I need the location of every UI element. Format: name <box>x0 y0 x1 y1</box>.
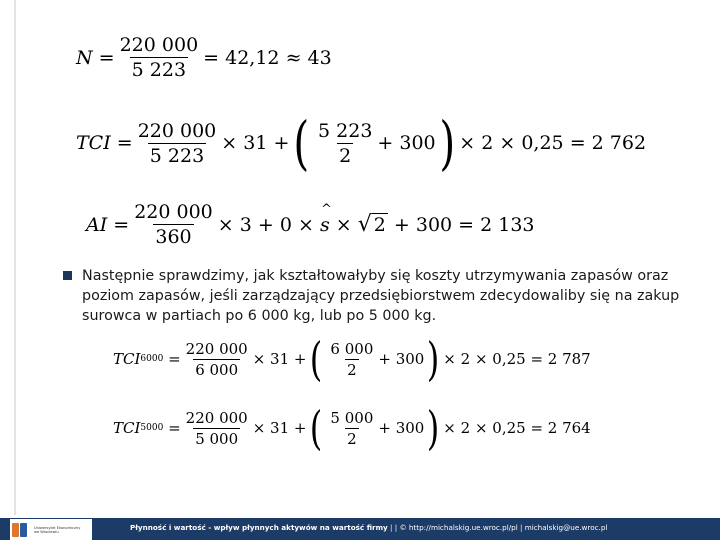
eq-tci-tail: × 2 × 0,25 = 2 762 <box>459 132 647 154</box>
eq-ai-times: × <box>335 213 352 236</box>
eq-tci5000-fraction <box>184 409 250 448</box>
eq-tci-inner-num: 5 223 <box>318 119 373 142</box>
eq-tci5000-inner-fraction <box>328 409 375 448</box>
eq-tci-inner-fraction <box>316 120 374 167</box>
eq-ai-num: 220 000 <box>134 201 213 223</box>
eq-ai-den: 360 <box>155 226 192 248</box>
eq-tci-fraction <box>136 120 219 167</box>
footer-title: Płynność i wartość - wpływ płynnych aktywów na wartość firmy <box>130 523 388 532</box>
eq-tci6000-inner-den: 2 <box>347 360 357 379</box>
eq-tci-num: 220 000 <box>137 119 217 142</box>
eq-tci6000-mult: × 31 + <box>252 350 307 368</box>
left-rule <box>14 0 16 515</box>
eq-tci-inner-den: 2 <box>339 144 352 167</box>
eq-ai-lhs: AI <box>86 213 108 236</box>
eq-tci6000-sub: 6000 <box>140 354 164 364</box>
eq-tci5000-inner-plus: + 300 <box>378 419 425 437</box>
eq-tci6000-inner-num: 6 000 <box>330 339 374 358</box>
eq-tci5000-inner-num: 5 000 <box>330 408 374 427</box>
eq-ai-tail: + 300 = 2 133 <box>393 213 535 236</box>
eq-ai-s-hat: ^ s <box>320 214 330 236</box>
eq-tci6000-fraction <box>184 340 250 379</box>
university-logo <box>10 519 92 540</box>
bullet-paragraph <box>63 266 703 326</box>
eq-ai-fraction <box>132 201 215 248</box>
eq-tci6000-inner-fraction <box>328 340 375 379</box>
eq-ai-root: 2 <box>373 214 386 236</box>
eq-tci5000-inner-den: 2 <box>347 429 357 448</box>
eq-tci6000-inner-plus: + 300 <box>378 350 425 368</box>
eq-n-fraction <box>118 34 201 81</box>
eq-tci-paren: ( $\frac{5 223}{2}$ + 300 ) <box>293 109 455 177</box>
eq-tci-mult: × 31 + <box>221 132 290 154</box>
eq-tci6000-lhs: TCI <box>113 350 141 368</box>
bullet-text: Następnie sprawdzimy, jak kształtowałyby się koszty utrzymywania zapasów oraz poziom zapasów, jeśli zarządzający przedsiębiorstwem zdecydowaliby się na zakup surowca w partiach po 6 000 kg, lub po 5 000 kg. <box>82 268 680 324</box>
eq-n-num: 220 000 <box>119 34 199 56</box>
eq-n-lhs: N <box>76 46 93 69</box>
eq-tci-inner-plus: + 300 <box>377 132 436 154</box>
bullet-square-icon <box>63 271 72 280</box>
eq-tci6000-paren: ( $\frac{6 000}{2}$ + 300 ) <box>310 332 440 386</box>
eq-tci5000-den: 5 000 <box>195 429 239 448</box>
equation-tci: TCI = $\frac{220 000}{5 223}$ × 31 + ( $\frac{5 223}{2}$ + 300 ) × 2 × 0,25 = 2 762 <box>76 109 647 177</box>
eq-tci-lhs: TCI <box>76 132 111 154</box>
eq-ai-mult: × 3 + 0 × <box>217 213 314 236</box>
eq-tci-den: 5 223 <box>149 144 205 167</box>
eq-tci5000-lhs: TCI <box>113 419 141 437</box>
equation-ai: AI = $\frac{220 000}{360}$ × 3 + 0 × ^ s × √ 2 + 300 = 2 133 <box>86 201 535 248</box>
eq-ai-sqrt: √ 2 <box>357 212 386 237</box>
eq-tci5000-tail: × 2 × 0,25 = 2 764 <box>443 419 591 437</box>
eq-tci5000-paren: ( $\frac{5 000}{2}$ + 300 ) <box>310 401 440 455</box>
university-logo-icon <box>12 521 30 539</box>
eq-tci6000-num: 220 000 <box>185 339 248 358</box>
equation-n: N = $\frac{220 000}{5 223}$ = 42,12 ≈ 43 <box>76 34 332 81</box>
eq-tci6000-tail: × 2 × 0,25 = 2 787 <box>443 350 591 368</box>
footer-meta: | | © http://michalskig.ue.wroc.pl/pl | michalskig@ue.wroc.pl <box>387 523 608 532</box>
eq-n-den: 5 223 <box>131 59 187 81</box>
eq-tci5000-mult: × 31 + <box>252 419 307 437</box>
eq-tci6000-den: 6 000 <box>195 360 239 379</box>
eq-tci5000-num: 220 000 <box>185 408 248 427</box>
eq-n-rest: = 42,12 ≈ 43 <box>203 46 332 69</box>
eq-tci5000-sub: 5000 <box>140 423 164 433</box>
footer-text <box>130 523 607 532</box>
equation-tci-6000: TCI 6000 = $\frac{220 000}{6 000}$ × 31 + ( $\frac{6 000}{2}$ + 300 ) × 2 × 0,25 = 2 787 <box>113 332 591 386</box>
logo-text: Uniwersytet Ekonomiczny we Wrocławiu <box>34 525 81 534</box>
equation-tci-5000: TCI 5000 = $\frac{220 000}{5 000}$ × 31 + ( $\frac{5 000}{2}$ + 300 ) × 2 × 0,25 = 2 764 <box>113 401 591 455</box>
